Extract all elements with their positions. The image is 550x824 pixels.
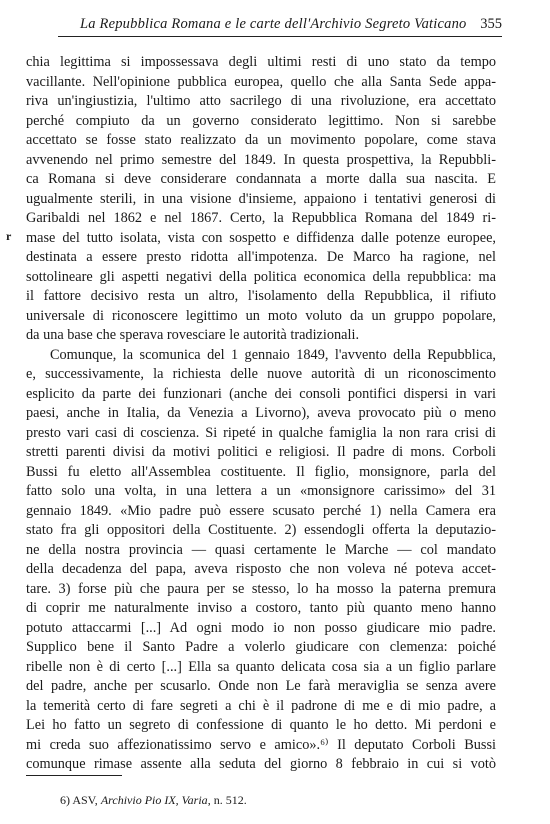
text-line: Garibaldi nel 1862 e nel 1867. Certo, la Repubblica Romana del 1849 ri- (26, 210, 496, 226)
text-line: Comunque, la scomunica del 1 gennaio 1849, l'avvento della Repubblica, (50, 346, 496, 363)
text-line: del padre, anche per scusarlo. Onde non Le farà meraviglia se senza avere (26, 678, 496, 694)
text-line: potuto attaccarmi [...] Ad ogni modo io non posso giudicare mio padre. (26, 619, 496, 636)
text-line: perché compiuto da un governo considerato legittimo. Non si sarebbe (26, 112, 496, 129)
text-line: di coprir me naturalmente inviso a costoro, tanto più quanto meno hanno (26, 600, 496, 616)
text-line: la temerità certo di fare segreti a chi è il padrone di me e di mio padre, a (26, 697, 496, 714)
text-line: Supplico bene il Santo Padre a volerlo giudicare con clemenza: poiché (26, 639, 496, 655)
text-line: stato fra gli oppositori della Costituente. 2) essendogli offerta la deputazio- (26, 522, 496, 538)
text-line: fatto solo una volta, in una lettera a un «monsignore carissimo» del 31 (26, 483, 496, 499)
footnote-text-end: , n. 512. (207, 793, 247, 807)
running-header-title: La Repubblica Romana e le carte dell'Archivio Segreto Vaticano (80, 16, 467, 32)
text-line: ne della nostra provincia — quasi certamente le Marche — col mandato (26, 541, 496, 558)
text-line: ca Romana si deve considerare condannata a morte dalla sua nascita. E (26, 171, 496, 187)
text-line: presto vari casi di coscienza. Si ripeté in qualche famiglia la non rara crisi di (26, 424, 496, 441)
text-line: mase del tutto isolata, vista con sospetto e diffidenza dalle potenze europee, (26, 229, 496, 246)
text-line: il fattore decisivo resta un altro, l'isolamento della Repubblica, il rifiuto (26, 288, 496, 304)
text-line: ugualmente sterili, in una visione d'insieme, appaiono i tentativi generosi di (26, 190, 496, 207)
text-line: accettato se fosse stato realizzato da un movimento popolare, come stava (26, 132, 496, 148)
text-line: avvenendo nel primo semestre del 1849. In questa prospettiva, la Repubbli- (26, 151, 496, 168)
text-line: tare. 3) forse più che paura per se stesso, lo ha mosso la paterna premura (26, 580, 496, 597)
text-line: comunque rimase assente alla seduta del giorno 8 febbraio in cui si votò (26, 756, 496, 772)
text-line: vacillante. Nell'opinione pubblica europea, quello che alla Santa Sede appa- (26, 73, 496, 90)
body-text (26, 53, 496, 775)
text-line: mi creda suo affezionatissimo servo e amico».⁶⁾ Il deputato Corboli Bussi (26, 736, 496, 753)
text-line: sottolineare gli aspetti negativi della politica economica della repubblica: ma (26, 268, 496, 285)
text-line: universale di riconoscere legittimo un moto voluto da un gruppo popolare, (26, 307, 496, 324)
text-line: chia legittima si impossessava degli ultimi resti di uno stato da tempo (26, 54, 496, 70)
text-line: Lei ho fatto un segreto di confessione di quanto le ho detto. Mi perdoni e (26, 717, 496, 733)
text-line: riva un'ingiustizia, l'ultimo atto sacrilego di una rivoluzione, era accettato (26, 93, 496, 109)
text-line: da una base che sperava rovesciare le autorità tradizionali. (26, 327, 360, 343)
text-line: e, successivamente, la richiesta delle nuove autorità di un riconoscimento (26, 366, 496, 382)
text-line: della decadenza del papa, aveva risposto che non voleva né poteva accet- (26, 561, 496, 577)
footnote-marker: 6) (60, 793, 70, 807)
running-header (58, 14, 502, 37)
text-line: destinata a essere presto ridotta all'impotenza. De Marco ha ragione, nel (26, 249, 496, 265)
text-line: gennaio 1849. «Mio padre può essere scusato perché 1) nella Camera era (26, 502, 496, 519)
footnote (60, 793, 247, 808)
page-number: 355 (480, 16, 502, 32)
text-line: ribelle non è di certo [...] Ella sa quanto delicata cosa sia a un figlio parlare (26, 658, 496, 675)
footnote-text-italic: Archivio Pio IX, Varia (100, 793, 208, 807)
text-line: Bussi fu eletto all'Assemblea costituente. Il figlio, monsignore, parla del (26, 463, 496, 480)
text-line: stretti parenti divisi da motivi politici e religiosi. Il padre di mons. Corboli (26, 444, 496, 460)
footnote-rule (26, 775, 122, 776)
margin-mark: r (6, 229, 12, 243)
footnote-text-plain: ASV, (72, 793, 101, 807)
text-line: paesi, anche in Italia, da Venezia a Livorno), aveva provocato più o meno (26, 405, 496, 421)
text-line: esplicito da parte dei funzionari (anche dei consoli pontifici dispersi in vari (26, 385, 496, 402)
